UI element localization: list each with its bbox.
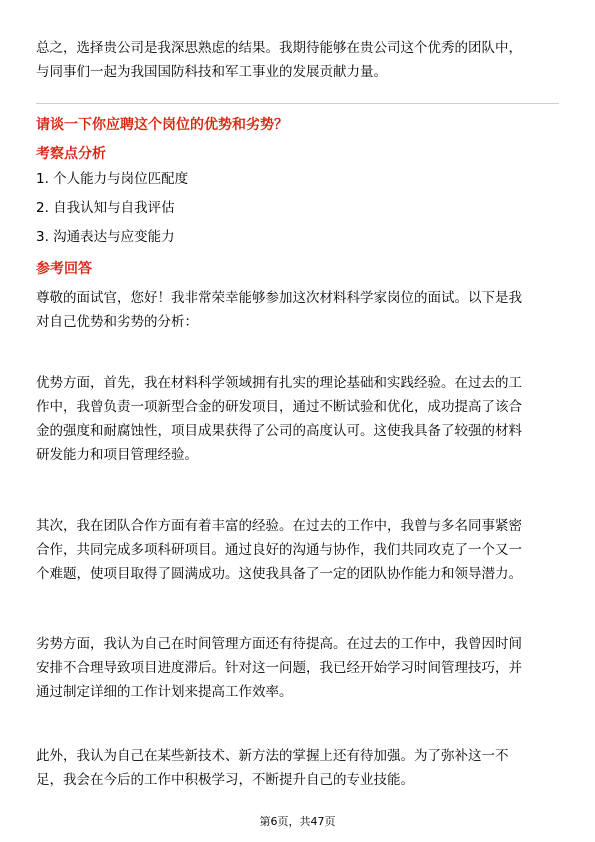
list-item: 1. 个人能力与岗位匹配度 <box>36 171 189 187</box>
text-line: 研发能力和项目管理经验。 <box>36 447 198 463</box>
text-line: 优势方面，首先，我在材料科学领域拥有扎实的理论基础和实践经验。在过去的工 <box>36 375 522 391</box>
answer-paragraph <box>36 744 561 792</box>
text-line: 安排不合理导致项目进度滞后。针对这一问题，我已经开始学习时间管理技巧，并 <box>36 660 522 676</box>
text-line: 总之，选择贵公司是我深思熟虑的结果。我期待能够在贵公司这个优秀的团队中， <box>36 40 522 56</box>
section-divider <box>36 103 559 104</box>
answer-paragraph <box>36 632 561 704</box>
text-line: 金的强度和耐腐蚀性，项目成果获得了公司的高度认可。这使我具备了较强的材料 <box>36 423 522 439</box>
text-line: 个难题，使项目取得了圆满成功。这使我具备了一定的团队协作能力和领导潜力。 <box>36 566 522 582</box>
answer-heading: 参考回答 <box>36 261 92 277</box>
text-line: 对自己优势和劣势的分析： <box>36 314 198 330</box>
list-item: 2. 自我认知与自我评估 <box>36 200 175 216</box>
text-line: 作中，我曾负责一项新型合金的研发项目，通过不断试验和优化，成功提高了该合 <box>36 399 522 415</box>
text-line: 劣势方面，我认为自己在时间管理方面还有待提高。在过去的工作中，我曾因时间 <box>36 636 522 652</box>
analysis-heading: 考察点分析 <box>36 146 106 162</box>
text-line: 其次，我在团队合作方面有着丰富的经验。在过去的工作中，我曾与多名同事紧密 <box>36 518 522 534</box>
answer-paragraph <box>36 371 561 467</box>
text-line: 通过制定详细的工作计划来提高工作效率。 <box>36 684 293 700</box>
answer-paragraph <box>36 286 561 334</box>
page-number: 第6页，共47页 <box>259 815 336 828</box>
question-heading: 请谈一下你应聘这个岗位的优势和劣势？ <box>36 117 288 133</box>
list-item: 3. 沟通表达与应变能力 <box>36 229 175 245</box>
text-line: 此外，我认为自己在某些新技术、新方法的掌握上还有待加强。为了弥补这一不 <box>36 748 509 764</box>
text-line: 合作，共同完成多项科研项目。通过良好的沟通与协作，我们共同攻克了一个又一 <box>36 542 522 558</box>
answer-paragraph <box>36 514 561 586</box>
text-line: 足，我会在今后的工作中积极学习，不断提升自己的专业技能。 <box>36 772 414 788</box>
text-line: 尊敬的面试官，您好！我非常荣幸能够参加这次材料科学家岗位的面试。以下是我 <box>36 290 522 306</box>
text-line: 与同事们一起为我国国防科技和军工事业的发展贡献力量。 <box>36 64 387 80</box>
intro-paragraph <box>36 36 561 84</box>
